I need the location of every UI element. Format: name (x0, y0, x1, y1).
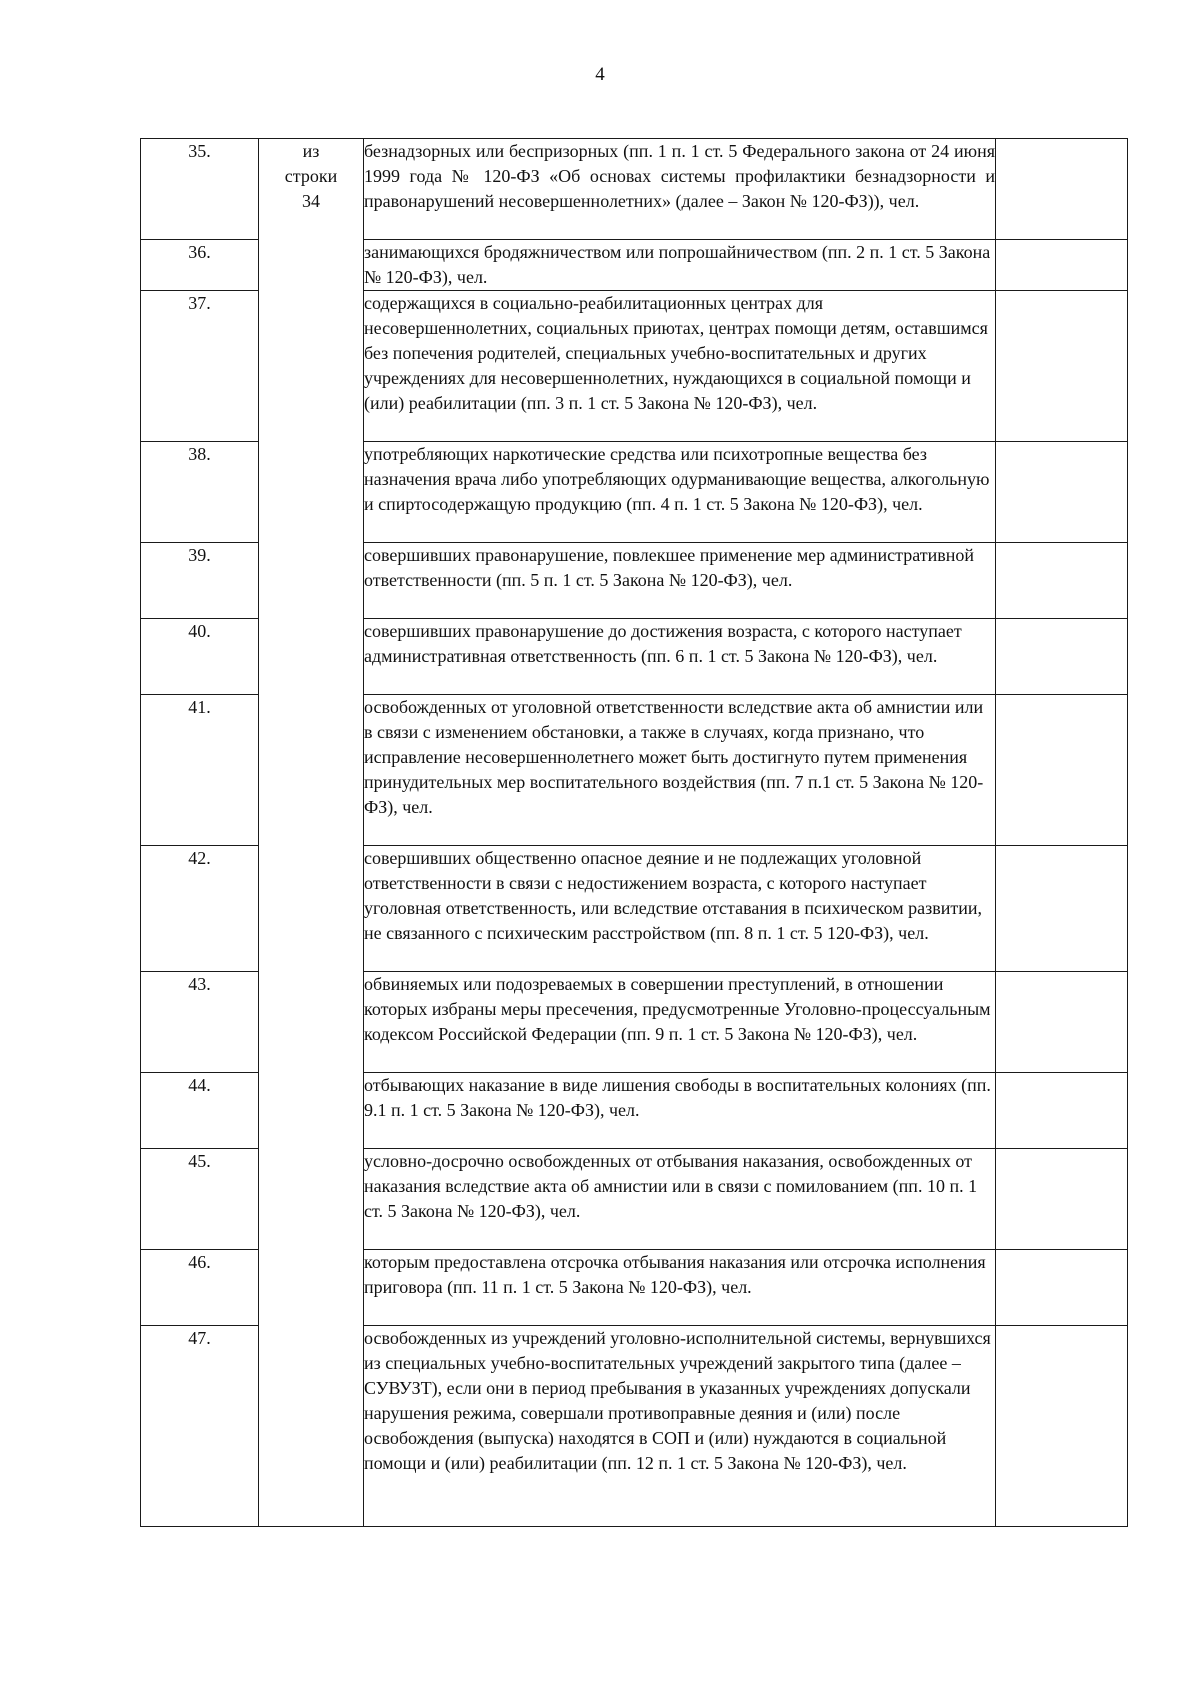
source-row-reference (259, 139, 364, 1527)
row-number: 44. (141, 1073, 259, 1149)
table-row (141, 139, 1128, 240)
row-number: 45. (141, 1149, 259, 1250)
row-number: 40. (141, 619, 259, 695)
value-cell[interactable] (996, 139, 1128, 240)
row-description: содержащихся в социально-реабилитационных центрах для несовершеннолетних, социальных приютах, центрах помощи детям, оставшимся без попечения родителей, специальных учебно-воспитательных и других учреждениях для несовершеннолетних, нуждающихся в социальной помощи и (или) реабилитации (пп. 3 п. 1 ст. 5 Закона № 120-ФЗ), чел. (364, 291, 996, 442)
row-number: 35. (141, 139, 259, 240)
row-number: 36. (141, 240, 259, 291)
value-cell[interactable] (996, 619, 1128, 695)
value-cell[interactable] (996, 543, 1128, 619)
row-number: 47. (141, 1326, 259, 1527)
row-number: 38. (141, 442, 259, 543)
row-number: 41. (141, 695, 259, 846)
row-description: освобожденных из учреждений уголовно-исполнительной системы, вернувшихся из специальных учебно-воспитательных учреждений закрытого типа (далее – СУВУЗТ), если они в период пребывания в указанных учреждениях допускали нарушения режима, совершали противоправные деяния и (или) после освобождения (выпуска) находятся в СОП и (или) нуждаются в социальной помощи и (или) реабилитации (пп. 12 п. 1 ст. 5 Закона № 120-ФЗ), чел. (364, 1326, 996, 1527)
value-cell[interactable] (996, 1326, 1128, 1527)
value-cell[interactable] (996, 240, 1128, 291)
row-number: 42. (141, 846, 259, 972)
value-cell[interactable] (996, 291, 1128, 442)
row-description: условно-досрочно освобожденных от отбывания наказания, освобожденных от наказания вследствие акта об амнистии или в связи с помилованием (пп. 10 п. 1 ст. 5 Закона № 120-ФЗ), чел. (364, 1149, 996, 1250)
row-description: отбывающих наказание в виде лишения свободы в воспитательных колониях (пп. 9.1 п. 1 ст. 5 Закона № 120-ФЗ), чел. (364, 1073, 996, 1149)
value-cell[interactable] (996, 1073, 1128, 1149)
indicators-table (140, 138, 1128, 1527)
value-cell[interactable] (996, 1149, 1128, 1250)
value-cell[interactable] (996, 442, 1128, 543)
row-number: 46. (141, 1250, 259, 1326)
row-description: безнадзорных или беспризорных (пп. 1 п. 1 ст. 5 Федерального закона от 24 июня 1999 года № 120-ФЗ «Об основах системы профилактики безнадзорности и правонарушений несовершеннолетних» (далее – Закон № 120-ФЗ)), чел. (364, 139, 996, 240)
value-cell[interactable] (996, 1250, 1128, 1326)
row-description: освобожденных от уголовной ответственности вследствие акта об амнистии или в связи с изменением обстановки, а также в случаях, когда признано, что исправление несовершеннолетнего может быть достигнуто путем применения принудительных мер воспитательного воздействия (пп. 7 п.1 ст. 5 Закона № 120-ФЗ), чел. (364, 695, 996, 846)
row-number: 37. (141, 291, 259, 442)
ref-line: строки (284, 166, 338, 186)
row-description: совершивших общественно опасное деяние и не подлежащих уголовной ответственности в связи с недостижением возраста, с которого наступает уголовная ответственность, или вследствие отставания в психическом развитии, не связанного с психическим расстройством (пп. 8 п. 1 ст. 5 120-ФЗ), чел. (364, 846, 996, 972)
value-cell[interactable] (996, 695, 1128, 846)
ref-line: 34 (302, 191, 320, 211)
row-description: занимающихся бродяжничеством или попрошайничеством (пп. 2 п. 1 ст. 5 Закона № 120-ФЗ), чел. (364, 240, 996, 291)
row-description: совершивших правонарушение, повлекшее применение мер административной ответственности (пп. 5 п. 1 ст. 5 Закона № 120-ФЗ), чел. (364, 543, 996, 619)
row-description: которым предоставлена отсрочка отбывания наказания или отсрочка исполнения приговора (пп. 11 п. 1 ст. 5 Закона № 120-ФЗ), чел. (364, 1250, 996, 1326)
row-number: 43. (141, 972, 259, 1073)
ref-line: из (302, 141, 320, 161)
value-cell[interactable] (996, 846, 1128, 972)
value-cell[interactable] (996, 972, 1128, 1073)
row-description: употребляющих наркотические средства или психотропные вещества без назначения врача либо употребляющих одурманивающие вещества, алкогольную и спиртосодержащую продукцию (пп. 4 п. 1 ст. 5 Закона № 120-ФЗ), чел. (364, 442, 996, 543)
row-description: обвиняемых или подозреваемых в совершении преступлений, в отношении которых избраны меры пресечения, предусмотренные Уголовно-процессуальным кодексом Российской Федерации (пп. 9 п. 1 ст. 5 Закона № 120-ФЗ), чел. (364, 972, 996, 1073)
row-number: 39. (141, 543, 259, 619)
page-number: 4 (595, 64, 605, 85)
row-description: совершивших правонарушение до достижения возраста, с которого наступает административная ответственность (пп. 6 п. 1 ст. 5 Закона № 120-ФЗ), чел. (364, 619, 996, 695)
